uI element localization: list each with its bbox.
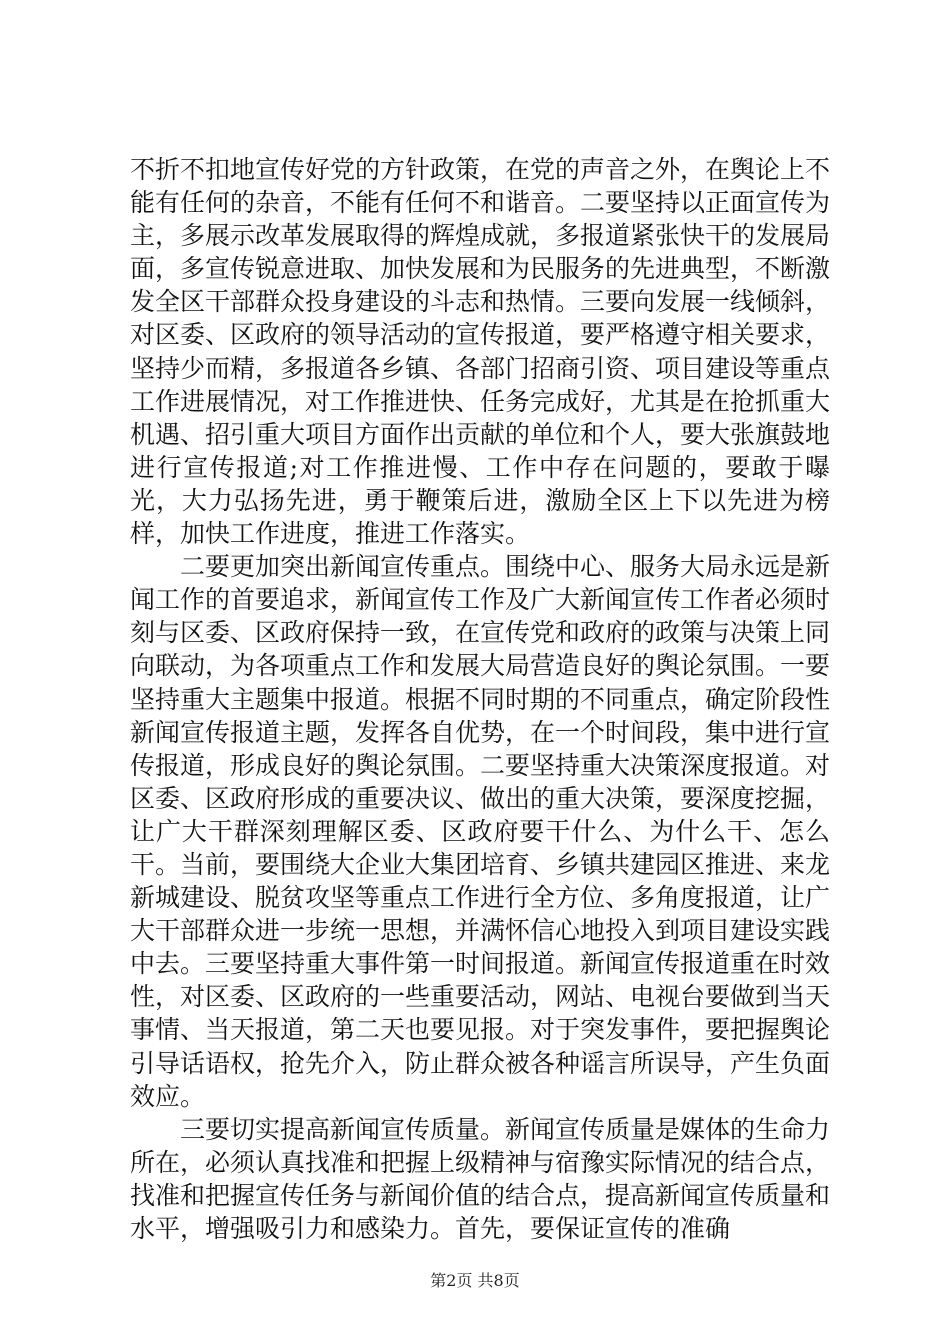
page-footer: 第2页 共8页 [430,1271,520,1290]
paragraph-continued: 不折不扣地宣传好党的方针政策，在党的声音之外，在舆论上不能有任何的杂音，不能有任何不和谐音。二要坚持以正面宣传为主，多展示改革发展取得的辉煌成就，多报道紧张快干的发展局面，多宣传锐意进取、加快发展和为民服务的先进典型，不断激发全区干部群众投身建设的斗志和热情。三要向发展一线倾斜，对区委、区政府的领导活动的宣传报道，要严格遵守相关要求，坚持少而精，多报道各乡镇、各部门招商引资、项目建设等重点工作进展情况，对工作推进快、任务完成好，尤其是在抢抓重大机遇、招引重大项目方面作出贡献的单位和个人，要大张旗鼓地进行宣传报道;对工作推进慢、工作中存在问题的，要敢于曝光，大力弘扬先进，勇于鞭策后进，激励全区上下以先进为榜样，加快工作进度，推进工作落实。 [130,155,831,549]
paragraph-news-focus: 二要更加突出新闻宣传重点。围绕中心、服务大局永远是新闻工作的首要追求，新闻宣传工作及广大新闻宣传工作者必须时刻与区委、区政府保持一致，在宣传党和政府的政策与决策上同向联动，为各项重点工作和发展大局营造良好的舆论氛围。一要坚持重大主题集中报道。根据不同时期的不同重点，确定阶段性新闻宣传报道主题，发挥各自优势，在一个时间段，集中进行宣传报道，形成良好的舆论氛围。二要坚持重大决策深度报道。对区委、区政府形成的重要决议、做出的重大决策，要深度挖掘，让广大干群深刻理解区委、区政府要干什么、为什么干、怎么干。当前，要围绕大企业大集团培育、乡镇共建园区推进、来龙新城建设、脱贫攻坚等重点工作进行全方位、多角度报道，让广大干部群众进一步统一思想，并满怀信心地投入到项目建设实践中去。三要坚持重大事件第一时间报道。新闻宣传报道重在时效性，对区委、区政府的一些重要活动，网站、电视台要做到当天事情、当天报道，第二天也要见报。对于突发事件，要把握舆论引导话语权，抢先介入，防止群众被各种谣言所误导，产生负面效应。 [130,552,831,1111]
paragraph-news-quality: 三要切实提高新闻宣传质量。新闻宣传质量是媒体的生命力所在，必须认真找准和把握上级精神与宿豫实际情况的结合点，找准和把握宣传任务与新闻价值的结合点，提高新闻宣传质量和水平，增强吸引力和感染力。首先，要保证宣传的准确 [130,1114,831,1243]
document-body [130,153,830,1245]
